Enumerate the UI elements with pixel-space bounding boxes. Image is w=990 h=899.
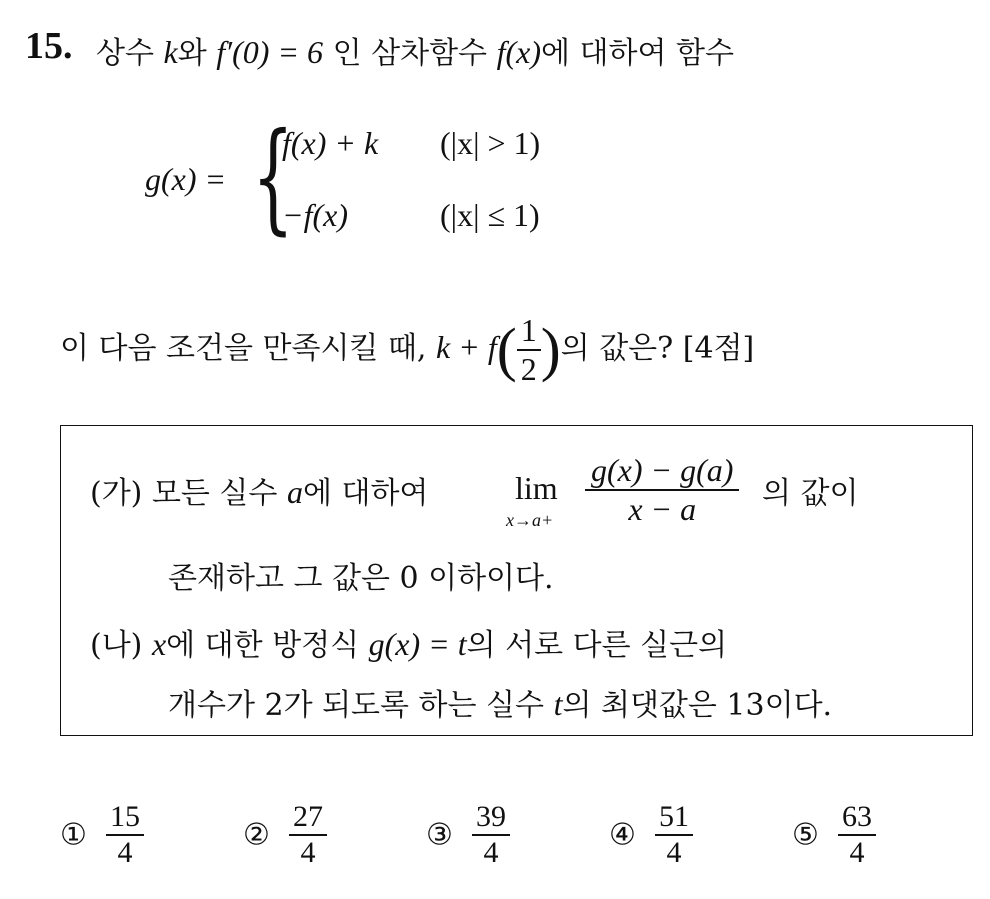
condition-b-text-4: 의 최댓값은 13이다. [562, 688, 833, 723]
case2-condition: (|x| ≤ 1) [440, 197, 540, 233]
g-lhs: g(x) = [145, 161, 227, 197]
choice-5[interactable] [792, 800, 876, 870]
ask-text-2: 의 값은? [4점] [560, 331, 755, 366]
choice-5-num: 63 [842, 800, 872, 833]
choice-1-fraction [106, 800, 144, 870]
stem-text-1: 상수 [96, 36, 154, 71]
condition-a-text-1: 모든 실수 [151, 476, 278, 511]
ask-text-1: 이 다음 조건을 만족시킬 때, [60, 331, 427, 366]
choice-3[interactable] [426, 800, 510, 870]
case1-expression: f(x) + k [282, 125, 379, 161]
stem-text-4: 에 대하여 함수 [540, 36, 734, 71]
question-header [25, 24, 73, 68]
choice-4[interactable] [609, 800, 693, 870]
condition-a-text-3: 의 값이 [762, 476, 859, 511]
left-brace: { [252, 108, 294, 247]
choice-5-fraction [838, 800, 876, 870]
condition-b-text-3: 개수가 2가 되도록 하는 실수 [168, 688, 545, 723]
choice-2[interactable] [243, 800, 327, 870]
question-stem [96, 28, 734, 72]
choice-1-mark: ① [60, 817, 87, 853]
choice-4-mark: ④ [609, 817, 636, 853]
ask-fraction [517, 312, 541, 388]
limit-fraction [585, 452, 739, 528]
condition-b-text-1: 에 대한 방정식 [166, 628, 360, 663]
var-t: t [553, 686, 563, 722]
condition-b-text-2: 의 서로 다른 실근의 [466, 628, 728, 663]
stem-text-2: 와 [177, 36, 207, 71]
ask-fraction-num: 1 [520, 312, 537, 348]
choice-5-mark: ⑤ [792, 817, 819, 853]
ask-expression: k + f [436, 329, 497, 365]
choice-4-fraction [655, 800, 693, 870]
case1-condition: (|x| > 1) [440, 125, 541, 161]
choice-1[interactable] [60, 800, 144, 870]
choice-4-den: 4 [655, 834, 693, 870]
question-ask: 이 다음 조건을 만족시킬 때, k + f( $\frac{1}{2}$ )의 값은? [4점] [60, 312, 755, 387]
limit-operator: lim [515, 470, 558, 506]
condition-a-line2: 존재하고 그 값은 0 이하이다. [168, 561, 554, 596]
var-k: k [163, 34, 178, 70]
condition-b-label: (나) [90, 628, 143, 663]
limit-fraction-den: x − a [585, 489, 739, 528]
choice-3-num: 39 [476, 800, 506, 833]
choice-5-den: 4 [838, 834, 876, 870]
var-x: x [151, 626, 167, 662]
stem-text-3: 인 삼차함수 [332, 36, 488, 71]
choice-4-num: 51 [659, 800, 689, 833]
choice-1-den: 4 [106, 834, 144, 870]
choice-1-num: 15 [110, 800, 140, 833]
fx-expression: f(x) [496, 34, 541, 70]
fprime-condition: f′(0) = 6 [216, 34, 324, 70]
condition-a-text-2: 에 대하여 [302, 476, 429, 511]
choice-2-num: 27 [293, 800, 323, 833]
condition-a-line1 [90, 468, 428, 512]
choice-3-fraction [472, 800, 510, 870]
limit-subscript: x→a+ [506, 510, 554, 530]
choice-2-fraction [289, 800, 327, 870]
question-number: 15. [25, 25, 73, 67]
choice-3-mark: ③ [426, 817, 453, 853]
case2-expression: −f(x) [282, 197, 348, 233]
condition-b-line1 [90, 620, 727, 664]
equation-g-t: g(x) = t [368, 626, 467, 662]
condition-a-label: (가) [90, 476, 143, 511]
ask-fraction-den: 2 [517, 349, 541, 388]
choice-2-mark: ② [243, 817, 270, 853]
var-a: a [286, 474, 303, 510]
choice-3-den: 4 [472, 834, 510, 870]
condition-b-line2 [168, 680, 832, 724]
choice-2-den: 4 [289, 834, 327, 870]
limit-fraction-num: g(x) − g(a) [591, 452, 734, 488]
